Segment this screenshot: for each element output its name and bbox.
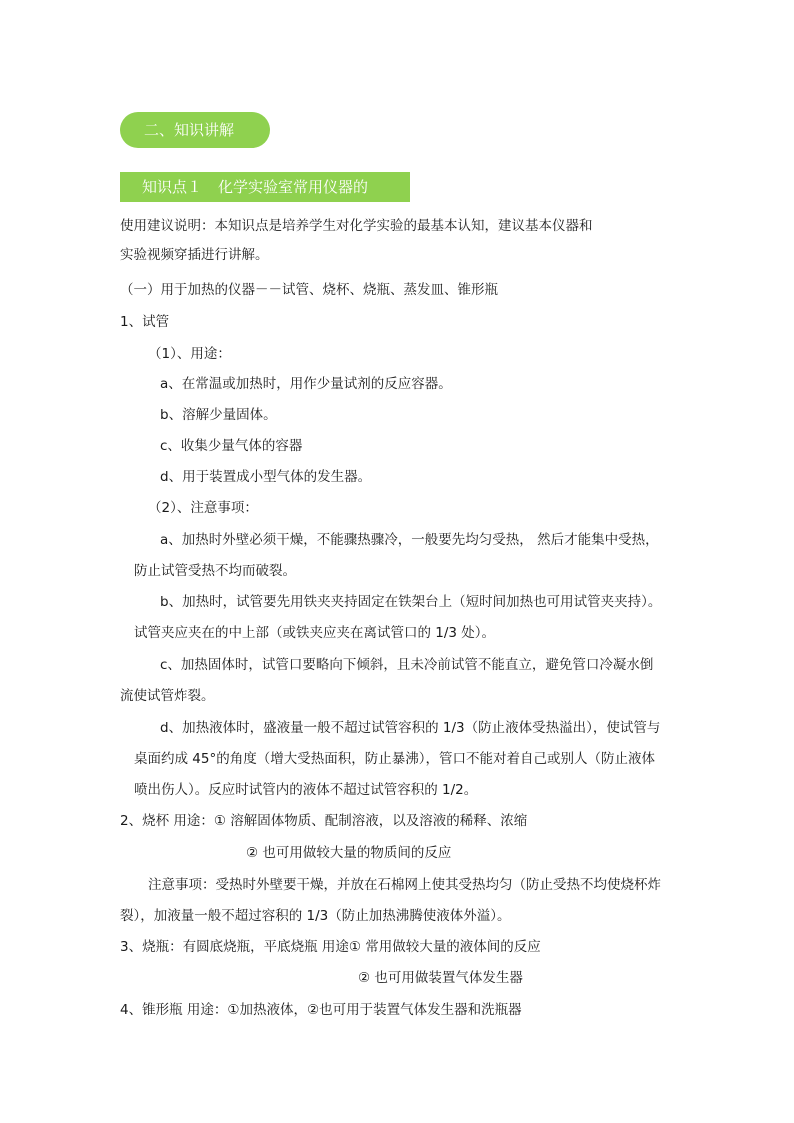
precaution-a-line-2: 防止试管受热不均而破裂。 (134, 563, 296, 579)
section-heading-pill: 二、知识讲解 (120, 112, 270, 148)
knowledge-point-bar (120, 172, 410, 202)
precaution-d-line-2: 桌面约成 45°的角度（增大受热面积，防止暴沸），管口不能对着自己或别人（防止液体 (134, 751, 655, 767)
subheading-uses: （1）、用途： (148, 346, 231, 362)
use-a: a、在常温或加热时，用作少量试剂的反应容器。 (160, 376, 452, 392)
precaution-a-line-1: a、加热时外壁必须干燥，不能骤热骤冷，一般要先均匀受热， 然后才能集中受热， (160, 532, 659, 548)
flask-use-2: ② 也可用做装置气体发生器 (358, 970, 523, 986)
category-heading: （一）用于加热的仪器－－试管、烧杯、烧瓶、蒸发皿、锥形瓶 (120, 282, 498, 298)
beaker-precaution-line-2: 裂），加液量一般不超过容积的 1/3（防止加热沸腾使液体外溢）。 (120, 908, 511, 924)
precaution-d-line-3: 喷出伤人）。反应时试管内的液体不超过试管容积的 1/2。 (134, 782, 478, 798)
precaution-c-line-1: c、加热固体时，试管口要略向下倾斜，且未冷前试管不能直立，避免管口冷凝水倒 (160, 657, 654, 673)
use-b: b、溶解少量固体。 (160, 407, 277, 423)
precaution-d-line-1: d、加热液体时，盛液量一般不超过试管容积的 1/3（防止液体受热溢出），使试管与 (160, 720, 661, 736)
item-beaker: 2、烧杯 用途：① 溶解固体物质、配制溶液，以及溶液的稀释、浓缩 (120, 813, 528, 829)
knowledge-point-label: 知识点１ (142, 178, 203, 196)
use-d: d、用于装置成小型气体的发生器。 (160, 469, 372, 485)
use-c: c、收集少量气体的容器 (160, 438, 303, 454)
beaker-precaution-line-1: 注意事项：受热时外壁要干燥，并放在石棉网上使其受热均匀（防止受热不均使烧杯炸 (148, 877, 661, 893)
item-test-tube: 1、试管 (120, 314, 170, 330)
item-flask: 3、烧瓶：有圆底烧瓶，平底烧瓶 用途① 常用做较大量的液体间的反应 (120, 939, 541, 955)
precaution-b-line-1: b、加热时，试管要先用铁夹夹持固定在铁架台上（短时间加热也可用试管夹夹持）。 (160, 594, 662, 610)
item-conical-flask: 4、锥形瓶 用途：①加热液体，②也可用于装置气体发生器和洗瓶器 (120, 1002, 522, 1018)
usage-note-line-1: 使用建议说明：本知识点是培养学生对化学实验的最基本认知，建议基本仪器和 (120, 218, 593, 234)
precaution-c-line-2: 流使试管炸裂。 (120, 688, 215, 704)
precaution-b-line-2: 试管夹应夹在的中上部（或铁夹应夹在离试管口的 1/3 处）。 (134, 625, 496, 641)
beaker-use-2: ② 也可用做较大量的物质间的反应 (246, 845, 452, 861)
knowledge-point-title: 化学实验室常用仪器的 (218, 178, 369, 196)
subheading-precautions: （2）、注意事项： (148, 500, 258, 516)
usage-note-line-2: 实验视频穿插进行讲解。 (120, 247, 269, 263)
